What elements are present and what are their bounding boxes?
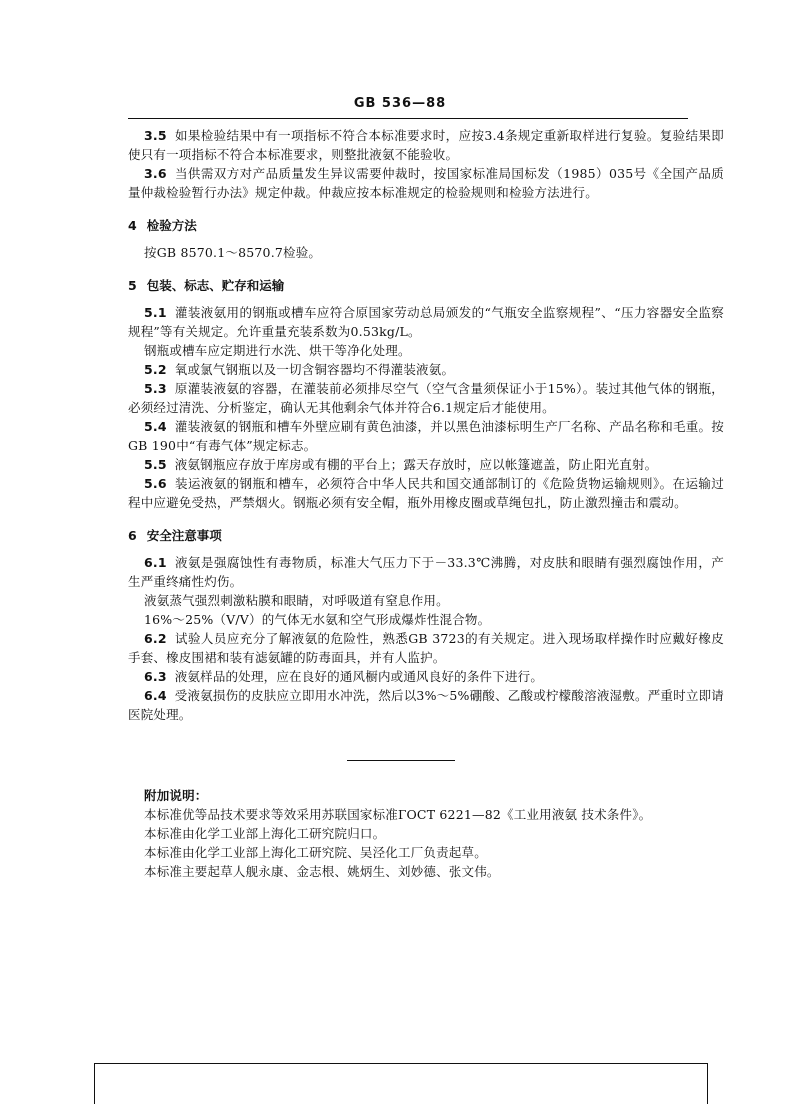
notes-line: 本标准主要起草人舰永康、金志根、姚炳生、刘妙德、张文伟。 [144,864,500,879]
clause-5-6 [128,474,724,512]
section-5-heading [128,276,724,295]
end-divider [347,760,455,761]
clause-number: 5.5 [144,457,167,472]
document-body [128,126,724,724]
clause-3-5 [128,126,724,164]
clause-6-1-continued: 液氨蒸气强烈刺激粘膜和眼睛，对呼吸道有窒息作用。 [144,593,449,608]
clause-6-1-continued-2: 16%～25%（V/V）的气体无水氨和空气形成爆炸性混合物。 [144,612,491,627]
clause-6-2 [128,629,724,667]
section-6-heading [128,526,724,545]
clause-number: 3.5 [144,128,167,143]
clause-number: 5.3 [144,381,167,396]
clause-text: 液氨钢瓶应存放于库房或有棚的平台上；露天存放时，应以帐篷遮盖，防止阳光直射。 [174,457,658,472]
standard-code-header: GB 536—88 [353,96,447,111]
notes-line: 本标准优等品技术要求等效采用苏联国家标准ГОСТ 6221—82《工业用液氨 技术条件》。 [144,807,652,822]
clause-text: 灌装液氨用的钢瓶或槽车应符合原国家劳动总局颁发的“气瓶安全监察规程”、“压力容器安全监察规程”等有关规定。允许重量充装系数为0.53kg/L。 [128,305,724,339]
clause-number: 6.4 [144,688,167,703]
clause-5-1 [128,303,724,341]
clause-number: 6.1 [144,555,167,570]
clause-number: 5.4 [144,419,167,434]
clause-text: 如果检验结果中有一项指标不符合本标准要求时，应按3.4条规定重新取样进行复验。复验结果即使只有一项指标不符合本标准要求，则整批液氨不能验收。 [128,128,724,162]
additional-notes [128,786,724,881]
clause-5-5 [128,455,724,474]
clause-text: 试验人员应充分了解液氨的危险性，熟悉GB 3723的有关规定。进入现场取样操作时应戴好橡皮手套、橡皮围裙和装有滤氨罐的防毒面具，并有人监护。 [128,631,724,665]
clause-6-3 [128,667,724,686]
clause-text: 液氨样品的处理，应在良好的通风橱内或通风良好的条件下进行。 [174,669,544,684]
clause-text: 当供需双方对产品质量发生异议需要仲裁时，按国家标准局国标发（1985）035号《全国产品质量仲裁检验暂行办法》规定仲裁。仲裁应按本标准规定的检验规则和检验方法进行。 [128,166,724,200]
section-number: 5 [128,278,137,293]
clause-4-text: 按GB 8570.1～8570.7检验。 [144,245,322,260]
clause-3-6 [128,164,724,202]
clause-text: 原灌装液氨的容器，在灌装前必须排尽空气（空气含量须保证小于15%）。装过其他气体的钢瓶，必须经过清洗、分析鉴定，确认无其他剩余气体并符合6.1规定后才能使用。 [128,381,724,415]
footer-frame [94,1063,708,1104]
clause-text: 液氨是强腐蚀性有毒物质，标准大气压力下于－33.3℃沸腾，对皮肤和眼睛有强烈腐蚀作用，产生严重终痛性灼伤。 [128,555,724,589]
section-4-heading [128,216,724,235]
clause-5-1-continued: 钢瓶或槽车应定期进行水洗、烘干等净化处理。 [144,343,411,358]
clause-number: 5.1 [144,305,167,320]
section-number: 6 [128,528,137,543]
clause-text: 受液氨损伤的皮肤应立即用水冲洗，然后以3%～5%硼酸、乙酸或柠檬酸溶液湿敷。严重时立即请医院处理。 [128,688,724,722]
header-rule [128,118,688,119]
clause-6-1 [128,553,724,591]
section-title: 安全注意事项 [146,528,222,543]
notes-line: 本标准由化学工业部上海化工研究院、吴泾化工厂负责起草。 [144,845,487,860]
notes-title: 附加说明： [144,788,208,803]
clause-number: 6.3 [144,669,167,684]
section-title: 包装、标志、贮存和运输 [146,278,285,293]
clause-text: 氧或氯气钢瓶以及一切含铜容器均不得灌装液氨。 [174,362,455,377]
clause-6-4 [128,686,724,724]
clause-5-4 [128,417,724,455]
clause-5-2 [128,360,724,379]
clause-text: 装运液氨的钢瓶和槽车，必须符合中华人民共和国交通部制订的《危险货物运输规则》。在运输过程中应避免受热，严禁烟火。钢瓶必须有安全帽，瓶外用橡皮圈或草绳包扎，防止激烈撞击和震动。 [128,476,724,510]
notes-line: 本标准由化学工业部上海化工研究院归口。 [144,826,386,841]
clause-text: 灌装液氨的钢瓶和槽车外壁应刷有黄色油漆，并以黑色油漆标明生产厂名称、产品名称和毛重。按GB 190中“有毒气体”规定标志。 [128,419,724,453]
clause-5-3 [128,379,724,417]
clause-number: 3.6 [144,166,167,181]
clause-number: 5.2 [144,362,167,377]
section-title: 检验方法 [146,218,197,233]
clause-number: 5.6 [144,476,167,491]
section-number: 4 [128,218,137,233]
clause-number: 6.2 [144,631,167,646]
